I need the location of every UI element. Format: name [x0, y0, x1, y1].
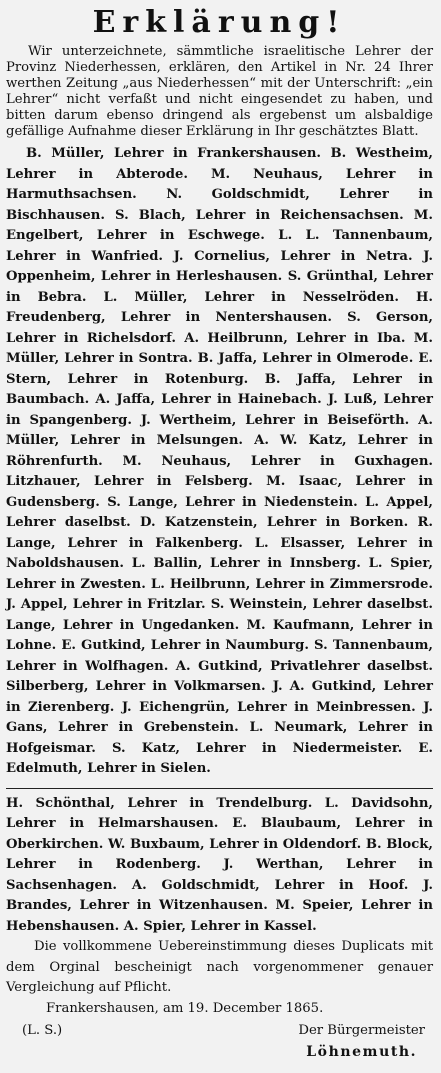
intro-text: Wir unterzeichnete, sämmtliche israelitische Lehrer der Provinz Niederhessen, erklären, den Artikel in Nr. 24 Ihrer werthen Zeitung „aus Niederhessen“ mit der Unterschrift: „ein Lehrer“ nicht verfaßt und nicht eingesendet zu haben, und bitten darum ebenso dringend als ergebenst um alsbaldige gefällige Aufnahme dieser Erklärung in Ihr geschätztes Blatt. [6, 44, 433, 139]
seal-mark: (L. S.) [22, 1023, 63, 1038]
confirmation-text: Die vollkommene Uebereinstimmung dieses Duplicats mit dem Orginal bescheinigt nach vorgenommener genauer Vergleichung auf Pflicht. [6, 939, 433, 995]
confirmation-paragraph [6, 937, 433, 999]
mayor-name: Löhnemuth. [306, 1043, 418, 1060]
second-signers-block: H. Schönthal, Lehrer in Trendelburg. L. Davidsohn, Lehrer in Helmarshausen. E. Blaubaum, Lehrer in Oberkirchen. W. Buxbaum, Lehrer in Oldendorf. B. Block, Lehrer in Rodenberg. J. Werthan, Lehrer in Sachsenhagen. A. Goldschmidt, Lehrer in Hoof. J. Brandes, Lehrer in Witzenhausen. M. Speier, Lehrer in Hebenshausen. A. Spier, Lehrer in Kassel. [6, 795, 433, 934]
signature-footer [6, 1021, 433, 1062]
mayor-signature [298, 1021, 433, 1062]
intro-paragraph [6, 44, 433, 140]
section-divider [6, 788, 433, 789]
dateline: Frankershausen, am 19. December 1865. [46, 1000, 324, 1016]
signers-list [6, 144, 433, 780]
mayor-title: Der Bürgermeister [298, 1023, 425, 1038]
signers-text: B. Müller, Lehrer in Frankershausen. B. Westheim, Lehrer in Abterode. M. Neuhaus, Lehrer in Harmuthsachsen. N. Goldschmidt, Lehrer in Bischhausen. S. Blach, Lehrer in Reichensachsen. M. Engelbert, Lehrer in Eschwege. L. L. Tannenbaum, Lehrer in Wanfried. J. Cornelius, Lehrer in Netra. J. Oppenheim, Lehrer in Herleshausen. S. Grünthal, Lehrer in Bebra. L. Müller, Lehrer in Nesselröden. H. Freudenberg, Lehrer in Nentershausen. S. Gerson, Lehrer in Richelsdorf. A. Heilbrunn, Lehrer in Iba. M. Müller, Lehrer in Sontra. B. Jaffa, Lehrer in Olmerode. E. Stern, Lehrer in Rotenburg. B. Jaffa, Lehrer in Baumbach. A. Jaffa, Lehrer in Hainebach. J. Luß, Lehrer in Spangenberg. J. Wertheim, Lehrer in Beiseförth. A. Müller, Lehrer in Melsungen. A. W. Katz, Lehrer in Röhrenfurth. M. Neuhaus, Lehrer in Guxhagen. Litzhauer, Lehrer in Felsberg. M. Isaac, Lehrer in Gudensberg. S. Lange, Lehrer in Niedenstein. L. Appel, Lehrer daselbst. D. Katzenstein, Lehrer in Borken. R. Lange, Lehrer in Falkenberg. L. Elsasser, Lehrer in Naboldshausen. L. Ballin, Lehrer in Innsberg. L. Spier, Lehrer in Zwesten. L. Heilbrunn, Lehrer in Zimmersrode. J. Appel, Lehrer in Fritzlar. S. Weinstein, Lehrer daselbst. Lange, Lehrer in Ungedanken. M. Kaufmann, Lehrer in Lohne. E. Gutkind, Lehrer in Naumburg. S. Tannenbaum, Lehrer in Wolfhagen. A. Gutkind, Privatlehrer daselbst. Silberberg, Lehrer in Volkmarsen. J. A. Gutkind, Lehrer in Zierenberg. J. Eichengrün, Lehrer in Meinbressen. J. Gans, Lehrer in Grebenstein. L. Neumark, Lehrer in Hofgeismar. S. Katz, Lehrer in Niedermeister. E. Edelmuth, Lehrer in Sielen. [6, 146, 433, 776]
document-title: Erklärung! [92, 5, 347, 40]
